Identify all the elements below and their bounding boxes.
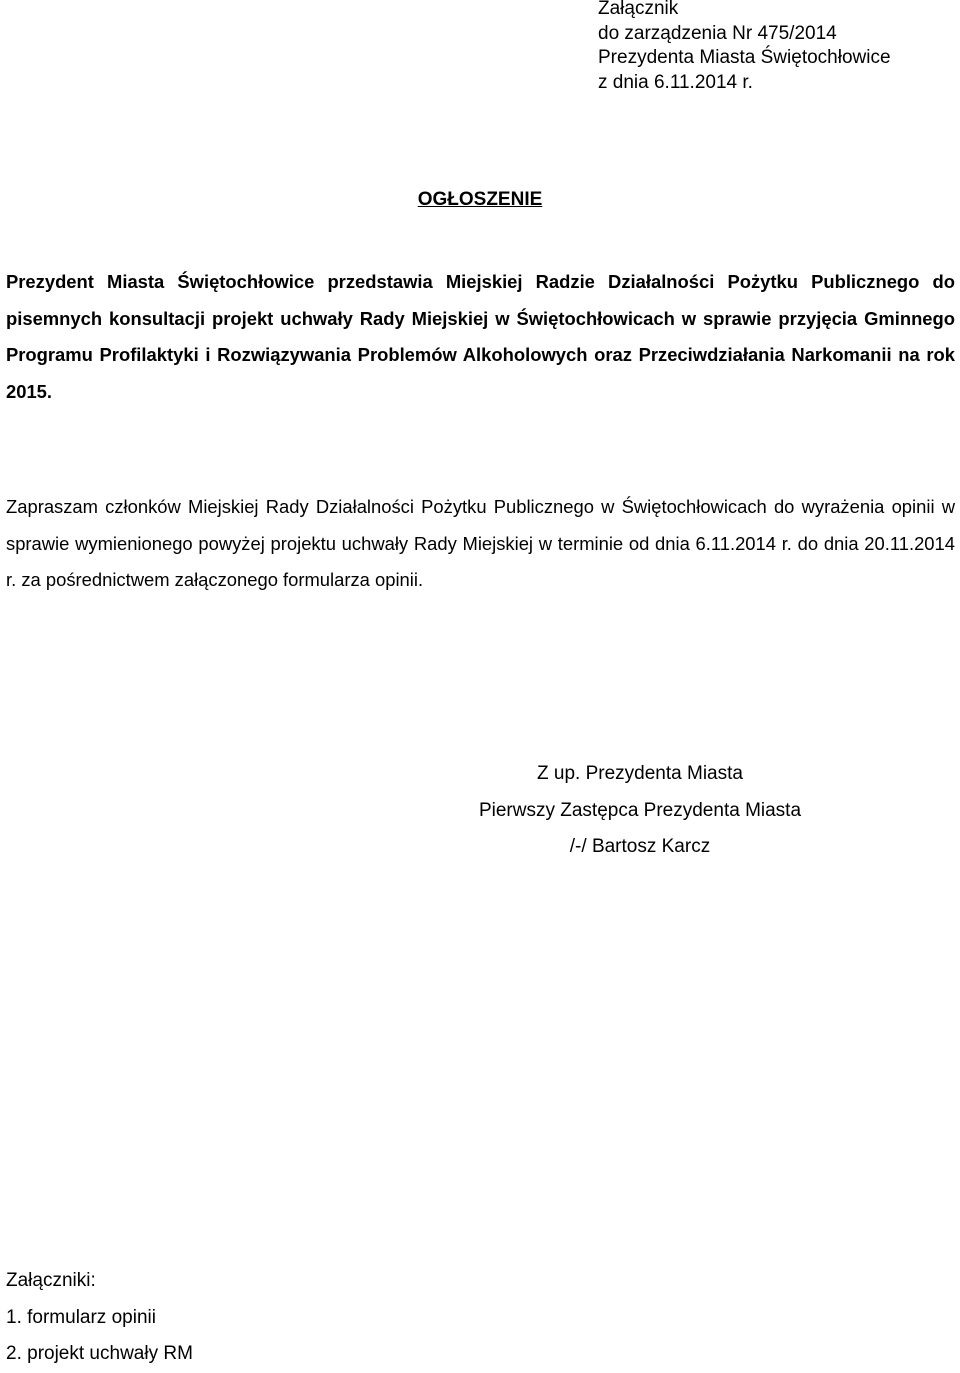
invitation-paragraph: Zapraszam członków Miejskiej Rady Działalności Pożytku Publicznego w Świętochłowicach do wyrażenia opinii w sprawie wymienionego powyżej projektu uchwały Rady Miejskiej w terminie od dnia 6.11.2014 r. do dnia 20.11.2014 r. za pośrednictwem załączonego formularza opinii.: [6, 496, 955, 590]
attachments-list: [6, 1263, 193, 1373]
signature-block: [440, 756, 840, 866]
signature-name: /-/ Bartosz Karcz: [569, 836, 711, 857]
intro-paragraph: Prezydent Miasta Świętochłowice przedstawia Miejskiej Radzie Działalności Pożytku Publicznego do pisemnych konsultacji projekt uchwały Rady Miejskiej w Świętochłowicach w sprawie przyjęcia Gminnego Programu Profilaktyki i Rozwiązywania Problemów Alkoholowych oraz Przeciwdziałania Narkomanii na rok 2015.: [6, 271, 955, 402]
annex-header: [598, 0, 891, 95]
announcement-heading: OGŁOSZENIE: [417, 189, 543, 210]
signature-position: Pierwszy Zastępca Prezydenta Miasta: [478, 799, 802, 821]
attachments-label: Załączniki:: [6, 1270, 96, 1291]
annex-ordinance-number: do zarządzenia Nr 475/2014: [598, 22, 837, 44]
annex-issuer: Prezydenta Miasta Świętochłowice: [598, 47, 891, 68]
attachment-item: 2. projekt uchwały RM: [6, 1343, 193, 1364]
signature-authority: Z up. Prezydenta Miasta: [537, 763, 743, 784]
attachment-item: 1. formularz opinii: [6, 1306, 156, 1328]
annex-title: Załącznik: [598, 0, 679, 19]
annex-date: z dnia 6.11.2014 r.: [598, 71, 753, 93]
